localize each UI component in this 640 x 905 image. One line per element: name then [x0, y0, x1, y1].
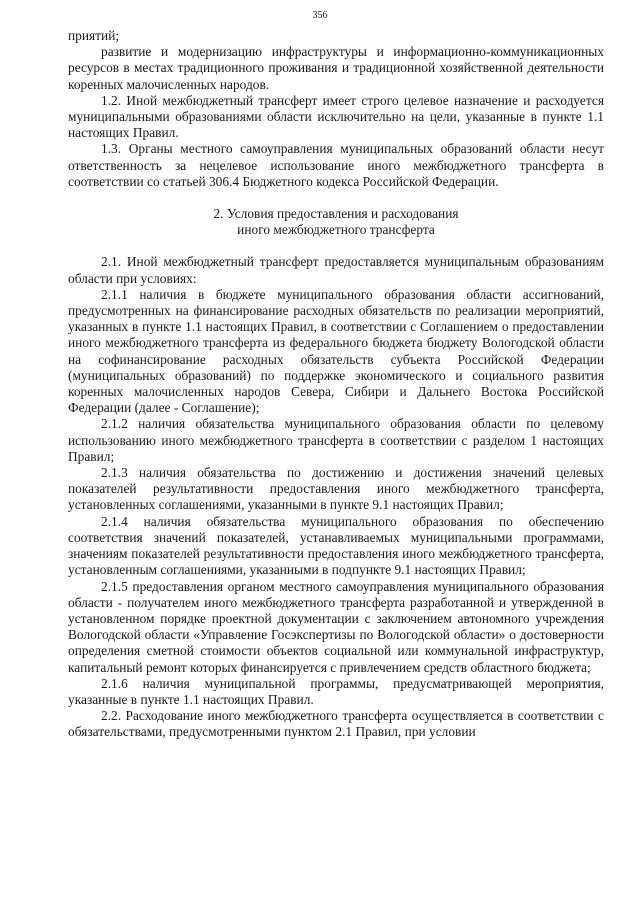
section-heading-line1: 2. Условия предоставления и расходования	[213, 206, 459, 222]
section-heading-line2: иного межбюджетного трансферта	[237, 222, 435, 238]
section-heading	[68, 206, 604, 238]
paragraph-2-1-3: 2.1.3 наличия обязательства по достижению и достижения значений целевых показателей результативности предоставления иного межбюджетного трансферта, установленных соглашениями, указанными в пункте 9.1 настоящих Правил;	[68, 465, 604, 513]
paragraph-2-1-2: 2.1.2 наличия обязательства муниципального образования области по целевому использованию иного межбюджетного трансферта в соответствии с разделом 1 настоящих Правил;	[68, 416, 604, 464]
paragraph-2-2: 2.2. Расходование иного межбюджетного трансферта осуществляется в соответствии с обязательствами, предусмотренными пунктом 2.1 Правил, при условии	[68, 708, 604, 740]
paragraph-2-1-5: 2.1.5 предоставления органом местного самоуправления муниципального образования области - получателем иного межбюджетного трансферта разработанной и утвержденной в установленном порядке проектной документации с заключением автономного учреждения Вологодской области «Управление Госэкспертизы по Вологодской области» о достоверности определения сметной стоимости объектов социальной или коммунальной инфраструктур, капитальный ремонт которых финансируется с привлечением средств областного бюджета;	[68, 578, 604, 675]
paragraph-infrastructure: развитие и модернизацию инфраструктуры и информационно-коммуникационных ресурсов в местах традиционного проживания и традиционной хозяйственной деятельности коренных малочисленных народов.	[68, 44, 604, 92]
paragraph-2-1-6: 2.1.6 наличия муниципальной программы, предусматривающей мероприятия, указанные в пункте 1.1 настоящих Правил.	[68, 675, 604, 707]
paragraph-2-1: 2.1. Иной межбюджетный трансферт предоставляется муниципальным образованиям области при условиях:	[68, 254, 604, 286]
paragraph-1-2: 1.2. Иной межбюджетный трансферт имеет строго целевое назначение и расходуется муниципальными образованиями области исключительно на цели, указанные в пункте 1.1 настоящих Правил.	[68, 92, 604, 141]
paragraph-1-3: 1.3. Органы местного самоуправления муниципальных образований области несут ответственность за нецелевое использование иного межбюджетного трансферта в соответствии со статьей 306.4 Бюджетного кодекса Российской Федерации.	[68, 141, 604, 189]
page-number: 356	[312, 10, 328, 21]
paragraph-2-1-4: 2.1.4 наличия обязательства муниципального образования по обеспечению соответствия значений показателей, устанавливаемых муниципальными программами, значениям показателей результативности предоставления иного межбюджетного трансферта, установленным соглашениями, указанными в подпункте 9.1 настоящих Правил;	[68, 513, 604, 578]
document-body	[68, 28, 604, 741]
paragraph-2-1-1: 2.1.1 наличия в бюджете муниципального образования области ассигнований, предусмотренных на финансирование расходных обязательств по реализации мероприятий, указанных в пункте 1.1 настоящих Правил, в соответствии с Соглашением о предоставлении иного межбюджетного трансферта из федерального бюджета бюджету Вологодской области на софинансирование расходных обязательств субъекта Российской Федерации (муниципальных образований) по поддержке экономического и социального развития коренных малочисленных народов Севера, Сибири и Дальнего Востока Российской Федерации (далее - Соглашение);	[68, 286, 604, 416]
paragraph-continuation: приятий;	[68, 28, 120, 43]
